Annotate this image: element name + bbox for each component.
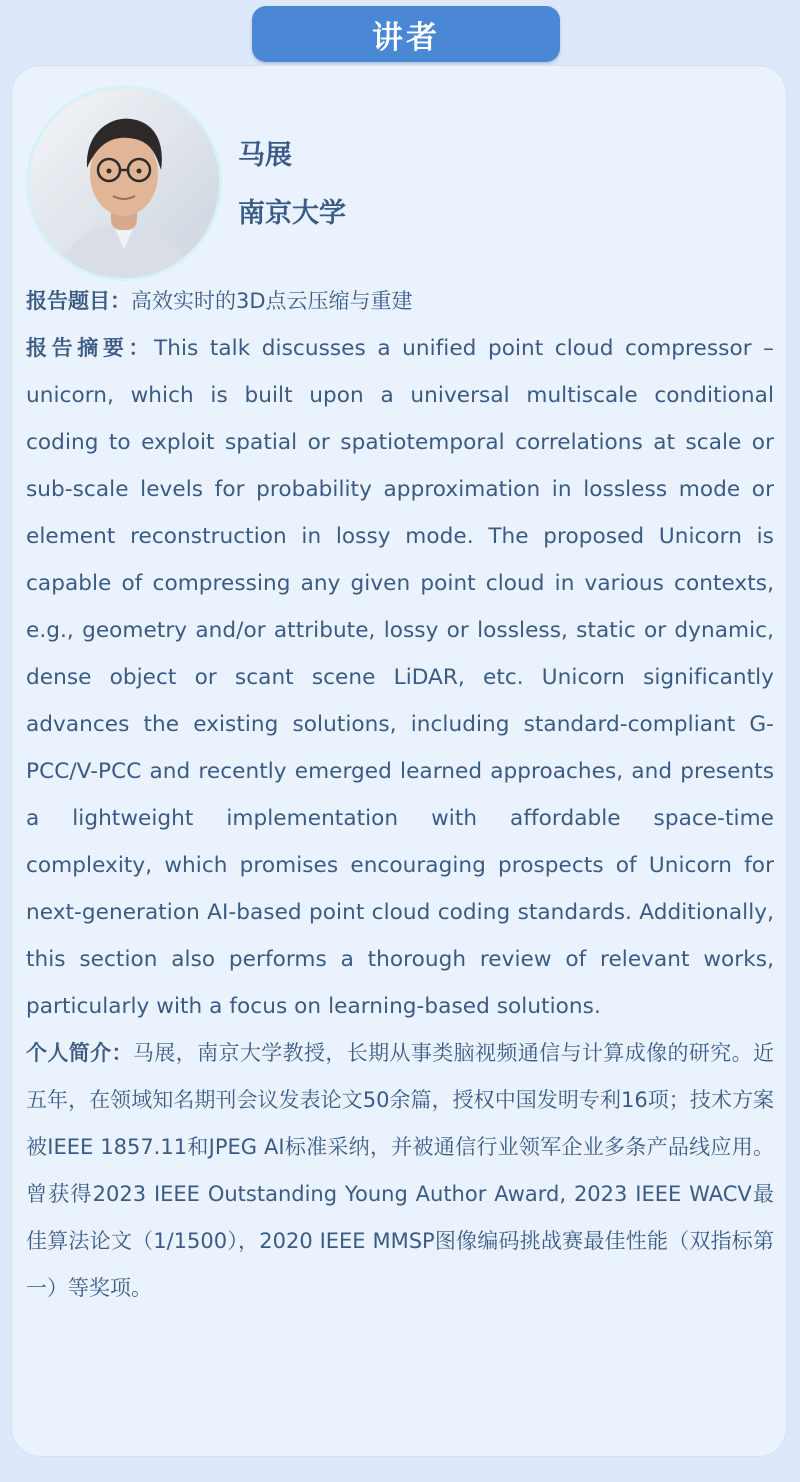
abstract-label: 报告摘要： [26,336,155,360]
section-title: 讲者 [372,19,440,56]
section-header [252,6,560,62]
speaker-avatar [29,88,219,278]
bio-paragraph [26,1030,774,1312]
bio-text: 马展，南京大学教授，长期从事类脑视频通信与计算成像的研究。近五年，在领域知名期刊会议发表论文50余篇，授权中国发明专利16项；技术方案被IEEE 1857.11和JPEG AI标准采纳，并被通信行业领军企业多条产品线应用。曾获得2023 IEEE Outstanding Young Author Award, 2023 IEEE WACV最佳算法论文（1/1500），2020 IEEE MMSP图像编码挑战赛最佳性能（双指标第一）等奖项。 [26,1041,775,1300]
speaker-affiliation: 南京大学 [238,198,346,229]
speaker-name: 马展 [238,140,292,171]
abstract-paragraph [26,325,774,1030]
speaker-details [26,278,774,1312]
talk-title-row [26,278,774,325]
talk-title-label: 报告题目： [26,289,131,313]
abstract-text: This talk discusses a unified point cloud compressor – unicorn, which is built upon a universal multiscale conditional coding to exploit spatial or spatiotemporal correlations at scale or sub-scale levels for probability approximation in lossless mode or element reconstruction in lossy mode. The proposed Unicorn is capable of compressing any given point cloud in various contexts, e.g., geometry and/or attribute, lossy or lossless, static or dynamic, dense object or scant scene LiDAR, etc. Unicorn significantly advances the existing solutions, including standard-compliant G-PCC/V-PCC and recently emerged learned approaches, and presents a lightweight implementation with affordable space-time complexity, which promises encouraging prospects of Unicorn for next-generation AI-based point cloud coding standards. Additionally, this section also performs a thorough review of relevant works, particularly with a focus on learning-based solutions. [26,336,775,1019]
speaker-portrait-icon [29,88,219,278]
bio-label: 个人简介： [26,1041,133,1065]
talk-title-text: 高效实时的3D点云压缩与重建 [131,289,413,313]
